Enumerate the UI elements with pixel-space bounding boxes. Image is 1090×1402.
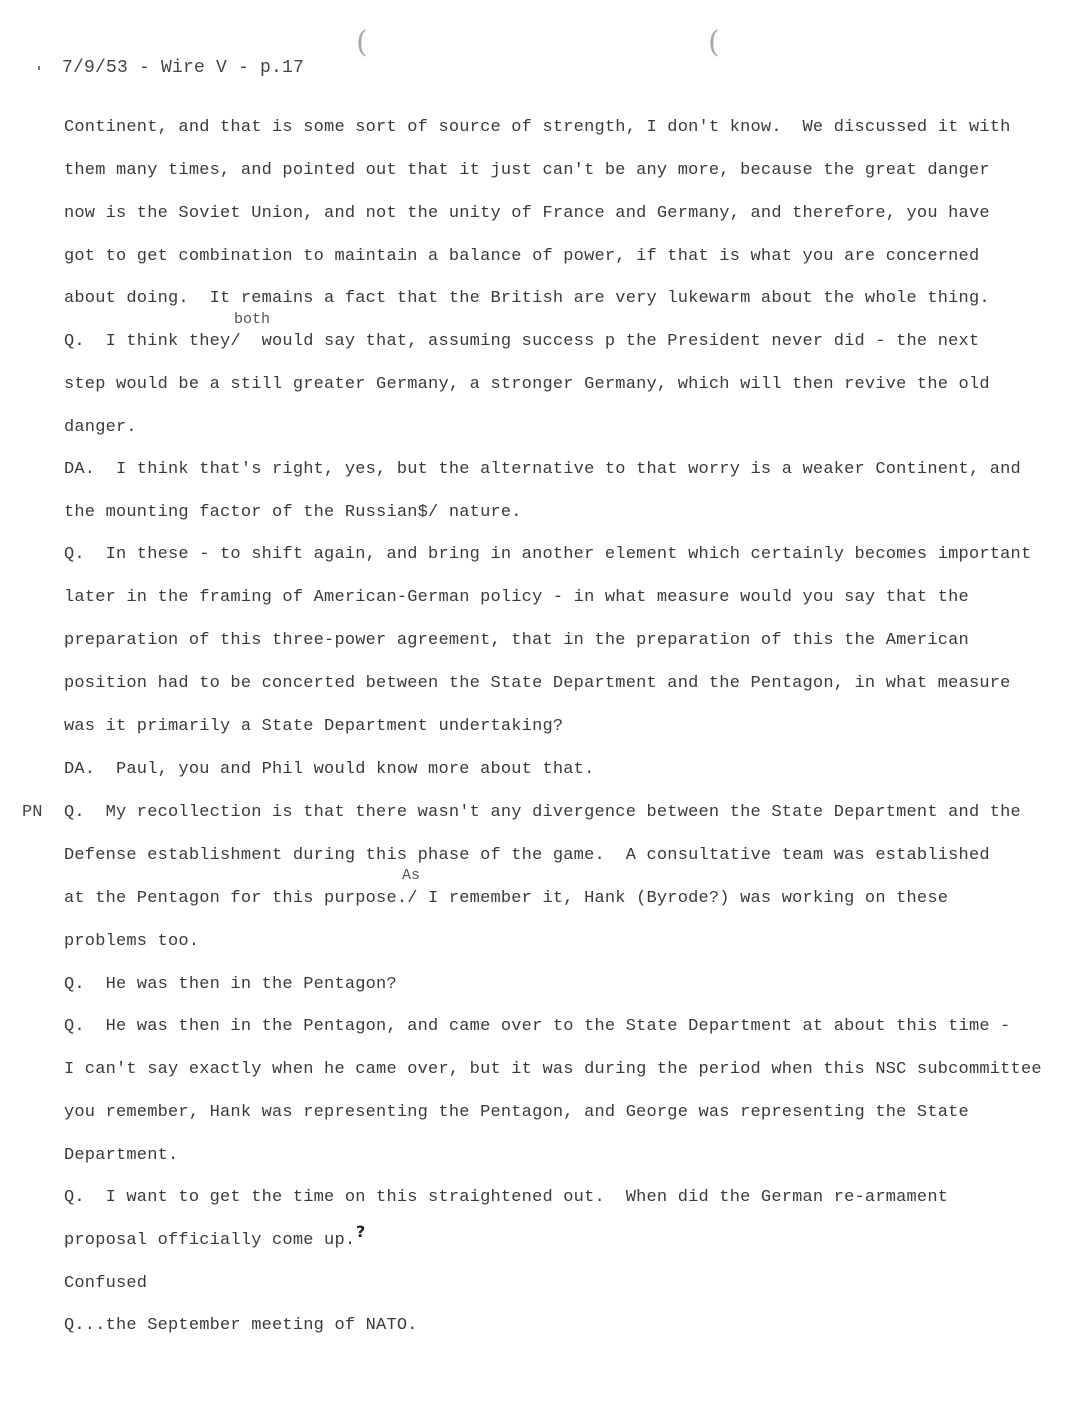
text-line: Q. In these - to shift again, and bring in another element which certainly becomes important (64, 545, 1032, 564)
page-header: 7/9/53 - Wire V - p.17 (62, 58, 305, 78)
insertion-both: both (234, 311, 271, 328)
text-line: Continent, and that is some sort of source of strength, I don't know. We discussed it with (64, 118, 1011, 137)
text-line: DA. I think that's right, yes, but the alternative to that worry is a weaker Continent, and (64, 460, 1021, 479)
insertion-as: As (402, 867, 421, 884)
text-line: problems too. (64, 932, 200, 951)
text-line: now is the Soviet Union, and not the unity of France and Germany, and therefore, you have (64, 204, 990, 223)
text-line: got to get combination to maintain a balance of power, if that is what you are concerned (64, 247, 980, 266)
handwritten-question-mark: ? (356, 1222, 366, 1241)
text-line: Q...the September meeting of NATO. (64, 1316, 418, 1335)
text-line: Q. I want to get the time on this straightened out. When did the German re-armament (64, 1188, 949, 1207)
text-line: proposal officially come up. (64, 1231, 356, 1250)
text-line: at the Pentagon for this purpose./ I remember it, Hank (Byrode?) was working on these (64, 889, 949, 908)
text-line: the mounting factor of the Russian$/ nature. (64, 503, 522, 522)
text-line: about doing. It remains a fact that the British are very lukewarm about the whole thing. (64, 289, 990, 308)
text-line: Q. He was then in the Pentagon? (64, 975, 397, 994)
text-line: Department. (64, 1146, 179, 1165)
text-line: Q. I think they/ would say that, assuming success p the President never did - the next (64, 332, 980, 351)
margin-paren-mark-left: ( (356, 25, 368, 60)
text-line: I can't say exactly when he came over, but it was during the period when this NSC subcommittee (64, 1060, 1042, 1079)
margin-initials: PN (22, 803, 43, 822)
text-line: was it primarily a State Department undertaking? (64, 717, 564, 736)
text-line: position had to be concerted between the State Department and the Pentagon, in what measure (64, 674, 1011, 693)
text-line: preparation of this three-power agreement, that in the preparation of this the American (64, 631, 969, 650)
text-line: step would be a still greater Germany, a stronger Germany, which will then revive the old (64, 375, 990, 394)
text-line: Defense establishment during this phase of the game. A consultative team was established (64, 846, 990, 865)
margin-dot (38, 66, 40, 70)
text-line: Q. My recollection is that there wasn't any divergence between the State Department and the (64, 803, 1021, 822)
text-line: later in the framing of American-German policy - in what measure would you say that the (64, 588, 969, 607)
text-line: danger. (64, 418, 137, 437)
text-line: you remember, Hank was representing the Pentagon, and George was representing the State (64, 1103, 969, 1122)
text-line: DA. Paul, you and Phil would know more about that. (64, 760, 595, 779)
text-line: Confused (64, 1274, 148, 1293)
text-line: them many times, and pointed out that it just can't be any more, because the great danger (64, 161, 990, 180)
margin-paren-mark-right: ( (708, 25, 720, 60)
text-line: Q. He was then in the Pentagon, and came over to the State Department at about this time - (64, 1017, 1011, 1036)
